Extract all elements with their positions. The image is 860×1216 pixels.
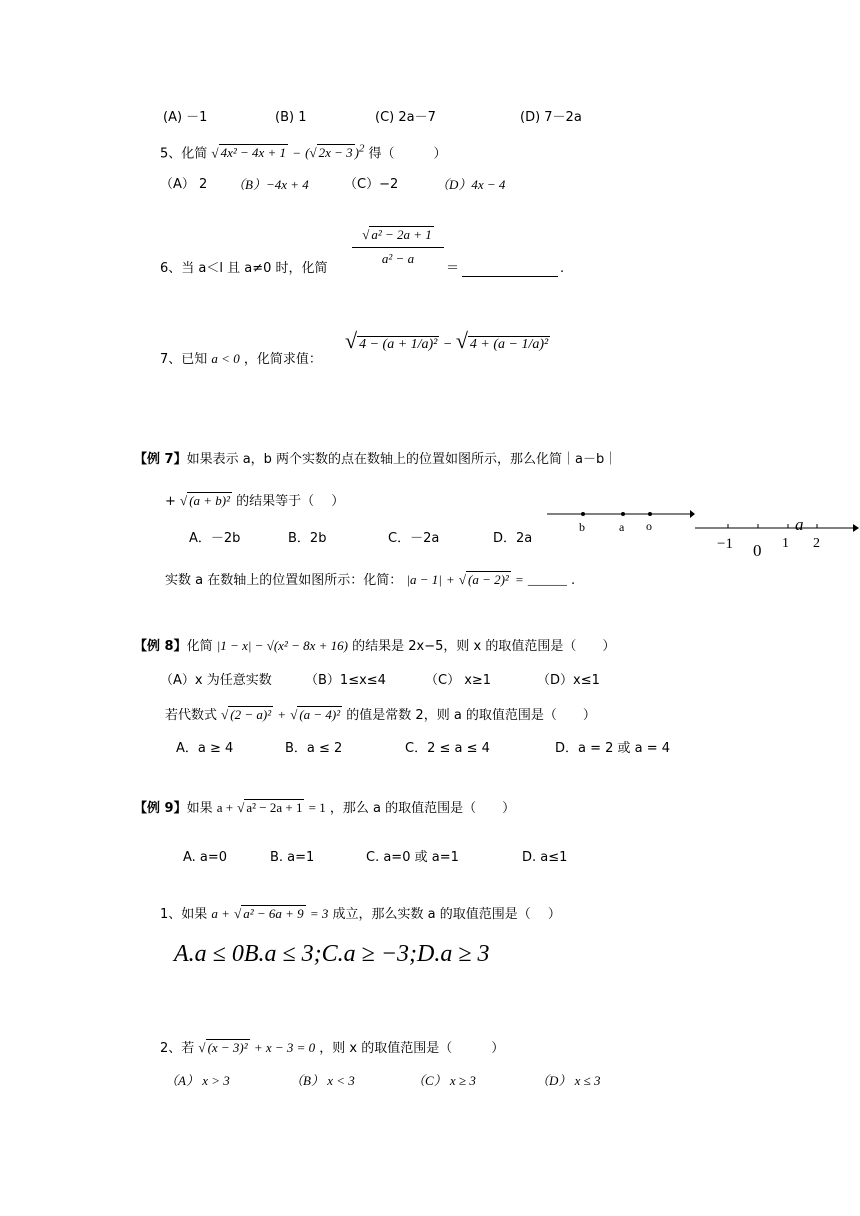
p2-text: 2、若	[160, 1041, 195, 1056]
ex8-tag: 【例 8】	[134, 639, 187, 654]
ex8-sub-question	[165, 707, 596, 724]
q4-option-b: (B) 1	[275, 110, 307, 125]
ex7-sub-end: .	[571, 573, 576, 588]
ex7-tag: 【例 7】	[134, 452, 187, 467]
q5-exponent: 2	[358, 143, 365, 155]
q6-period: .	[560, 261, 565, 276]
p2-sqrt: √ (x − 3)²	[198, 1040, 248, 1055]
ex9-text-post: ，那么 a 的取值范围是（ ）	[329, 801, 516, 816]
ex9-text-pre: 如果	[186, 801, 213, 816]
ex7-sqrt: √ (a + b)²	[180, 493, 231, 508]
ex8-expression: |1 − x| − √(x² − 8x + 16)	[216, 638, 348, 653]
ex8-sub-option-b: B．a ≤ 2	[285, 741, 343, 756]
ex7-text: 如果表示 a，b 两个实数的点在数轴上的位置如图所示，那么化简｜a－b｜	[186, 452, 618, 467]
q4-option-a: (A) －1	[163, 110, 208, 125]
p1-expr-a: a +	[211, 906, 230, 921]
ex9-radicand: a² − 2a + 1	[246, 800, 303, 815]
q4-option-c: (C) 2a－7	[375, 110, 436, 125]
ex9-option-a: A. a=0	[183, 850, 228, 865]
ex7-sub-sqrt: √ (a − 2)²	[458, 572, 509, 587]
p1-radicand: a² − 6a + 9	[243, 906, 304, 921]
q7-condition: a < 0	[211, 351, 240, 366]
q6-numerator: √ a² − 2a + 1	[362, 227, 432, 242]
ex7-question	[134, 452, 617, 468]
ex9-tag: 【例 9】	[134, 801, 187, 816]
ex8-option-d: （D）x≤1	[537, 673, 600, 688]
q5-sqrt-a: √ 4x² − 4x + 1	[211, 145, 287, 161]
ex8-text-pre: 化简	[186, 639, 213, 654]
p2-tail: ，则 x 的取值范围是（ ）	[319, 1041, 505, 1056]
ex8-sub-radicand-1: (2 − a)²	[230, 707, 272, 722]
ex8-sub-sqrt-2: √ (a − 4)²	[290, 707, 341, 722]
q7-radical-1: √	[345, 328, 358, 353]
q6-numerator-radicand: a² − 2a + 1	[371, 227, 432, 242]
ex8-sub-option-a: A．a ≥ 4	[176, 741, 234, 756]
q5-radicand-b: 2x − 3	[318, 145, 353, 161]
ex8-sub-tail: 的值是常数 2，则 a 的取值范围是（ ）	[346, 708, 596, 723]
ex7-sub-question	[165, 572, 575, 589]
ex8-option-b: （B）1≤x≤4	[305, 673, 386, 688]
ex8-question	[134, 638, 615, 655]
q6-fraction	[352, 226, 444, 267]
q4-option-d: (D) 7－2a	[520, 110, 582, 125]
ex7-sub-radicand: (a − 2)²	[468, 572, 509, 587]
q7-radical-2: √	[455, 328, 468, 353]
ex8-sub-plus: +	[277, 707, 287, 722]
label-a: a	[619, 520, 625, 534]
point-o	[648, 512, 652, 516]
p2-expr-rest: + x − 3 = 0	[253, 1040, 316, 1055]
point-b	[581, 512, 585, 516]
q6-text: 6、当 a＜l 且 a≠0 时，化简	[160, 261, 328, 276]
ex9-option-b: B. a=1	[270, 850, 315, 865]
p2-option-d: （D） x ≤ 3	[536, 1073, 601, 1088]
ex9-expr-eq: = 1	[308, 800, 326, 815]
ex7-sub-plus: +	[445, 572, 455, 587]
label-1: 1	[782, 536, 789, 551]
q6-answer-blank	[462, 262, 558, 277]
label-2: 2	[813, 536, 820, 551]
ex7-line2	[165, 493, 344, 510]
q5-option-a: （A） 2	[160, 177, 208, 192]
ex7-sub-abs: |a − 1|	[406, 572, 442, 587]
ex7-sub-equals: =	[514, 572, 524, 587]
q6-equals: ＝	[446, 261, 460, 276]
q5-option-d: （D）4x − 4	[436, 177, 506, 192]
ex7-sub-text: 实数 a 在数轴上的位置如图所示：化简：	[165, 573, 403, 588]
ex8-sub-option-c: C．2 ≤ a ≤ 4	[405, 741, 490, 756]
p2-option-c: （C） x ≥ 3	[412, 1073, 476, 1088]
p2-option-b: （B） x < 3	[290, 1073, 355, 1088]
ex8-text-post: 的结果是 2x−5，则 x 的取值范围是（ ）	[352, 639, 616, 654]
q7-radicand-2: 4 + (a − 1/a)²	[469, 337, 549, 352]
ex9-question	[134, 800, 515, 817]
ex7-number-line	[545, 500, 695, 540]
ex7-option-d: D．2a	[493, 531, 533, 546]
q7-radicand-1: 4 − (a + 1/a)²	[359, 337, 438, 352]
q5-option-c: （C）−2	[344, 177, 399, 192]
p1-options: A.a ≤ 0B.a ≤ 3;C.a ≥ −3;D.a ≥ 3	[174, 941, 490, 967]
ex7-sub-blank: ______	[527, 572, 567, 587]
ex8-sub-radicand-2: (a − 4)²	[299, 707, 341, 722]
q5-tail: 得（ ）	[368, 146, 447, 162]
q6-denominator: a² − a	[381, 251, 415, 266]
ex8-sub-sqrt-1: √ (2 − a)²	[221, 707, 272, 722]
ex9-option-c: C. a=0 或 a=1	[366, 850, 459, 865]
q5-text: 5、化简	[160, 146, 208, 162]
p1-sqrt: √ a² − 6a + 9	[234, 906, 304, 921]
ex7-number-line-2	[693, 512, 860, 560]
q5-option-b: （B）−4x + 4	[232, 177, 309, 192]
ex8-option-a: （A）x 为任意实数	[160, 673, 272, 688]
label-0: 0	[753, 541, 762, 560]
label-minus-1: −1	[717, 536, 733, 552]
ex7-option-a: A．－2b	[189, 531, 241, 546]
ex7-line2-text: 的结果等于（ ）	[236, 494, 345, 509]
ex7-option-b: B．2b	[288, 531, 327, 546]
q5-sqrt-b: (√ 2x − 3 )$^2$	[305, 143, 365, 161]
point-a	[621, 512, 625, 516]
p1-expr-eq: = 3	[309, 906, 329, 921]
q5-minus: −	[292, 145, 301, 161]
q6-fraction-bar	[352, 247, 444, 248]
p1-tail: 成立，那么实数 a 的取值范围是（ ）	[332, 907, 561, 922]
ex7-plus: +	[165, 494, 176, 509]
label-b: b	[579, 520, 585, 534]
q7-expression	[345, 326, 550, 360]
ex8-option-c: （C） x≥1	[425, 673, 492, 688]
q7-text: 7、已知	[160, 352, 208, 367]
p2-option-a: （A） x > 3	[165, 1073, 230, 1088]
ex8-sub-text: 若代数式	[165, 708, 218, 723]
ex9-sqrt: √ a² − 2a + 1	[237, 800, 303, 815]
p1-text: 1、如果	[160, 907, 208, 922]
q7-minus: −	[442, 337, 453, 352]
ex7-radicand: (a + b)²	[189, 493, 231, 508]
p2-radicand: (x − 3)²	[207, 1040, 248, 1055]
q7-text2: ，化简求值：	[243, 352, 322, 367]
ex9-expr-a: a +	[216, 800, 234, 815]
label-o: o	[646, 519, 652, 533]
label-a: a	[795, 515, 804, 534]
q7-question	[160, 351, 322, 368]
p1-question	[160, 906, 561, 923]
p2-question	[160, 1040, 504, 1057]
q5-radicand-a: 4x² − 4x + 1	[220, 145, 287, 161]
ex7-option-c: C．－2a	[388, 531, 440, 546]
q5-question	[160, 141, 447, 162]
ex8-sub-option-d: D．a = 2 或 a = 4	[555, 741, 671, 756]
ex9-option-d: D. a≤1	[522, 850, 568, 865]
arrow-right-icon	[853, 524, 859, 532]
